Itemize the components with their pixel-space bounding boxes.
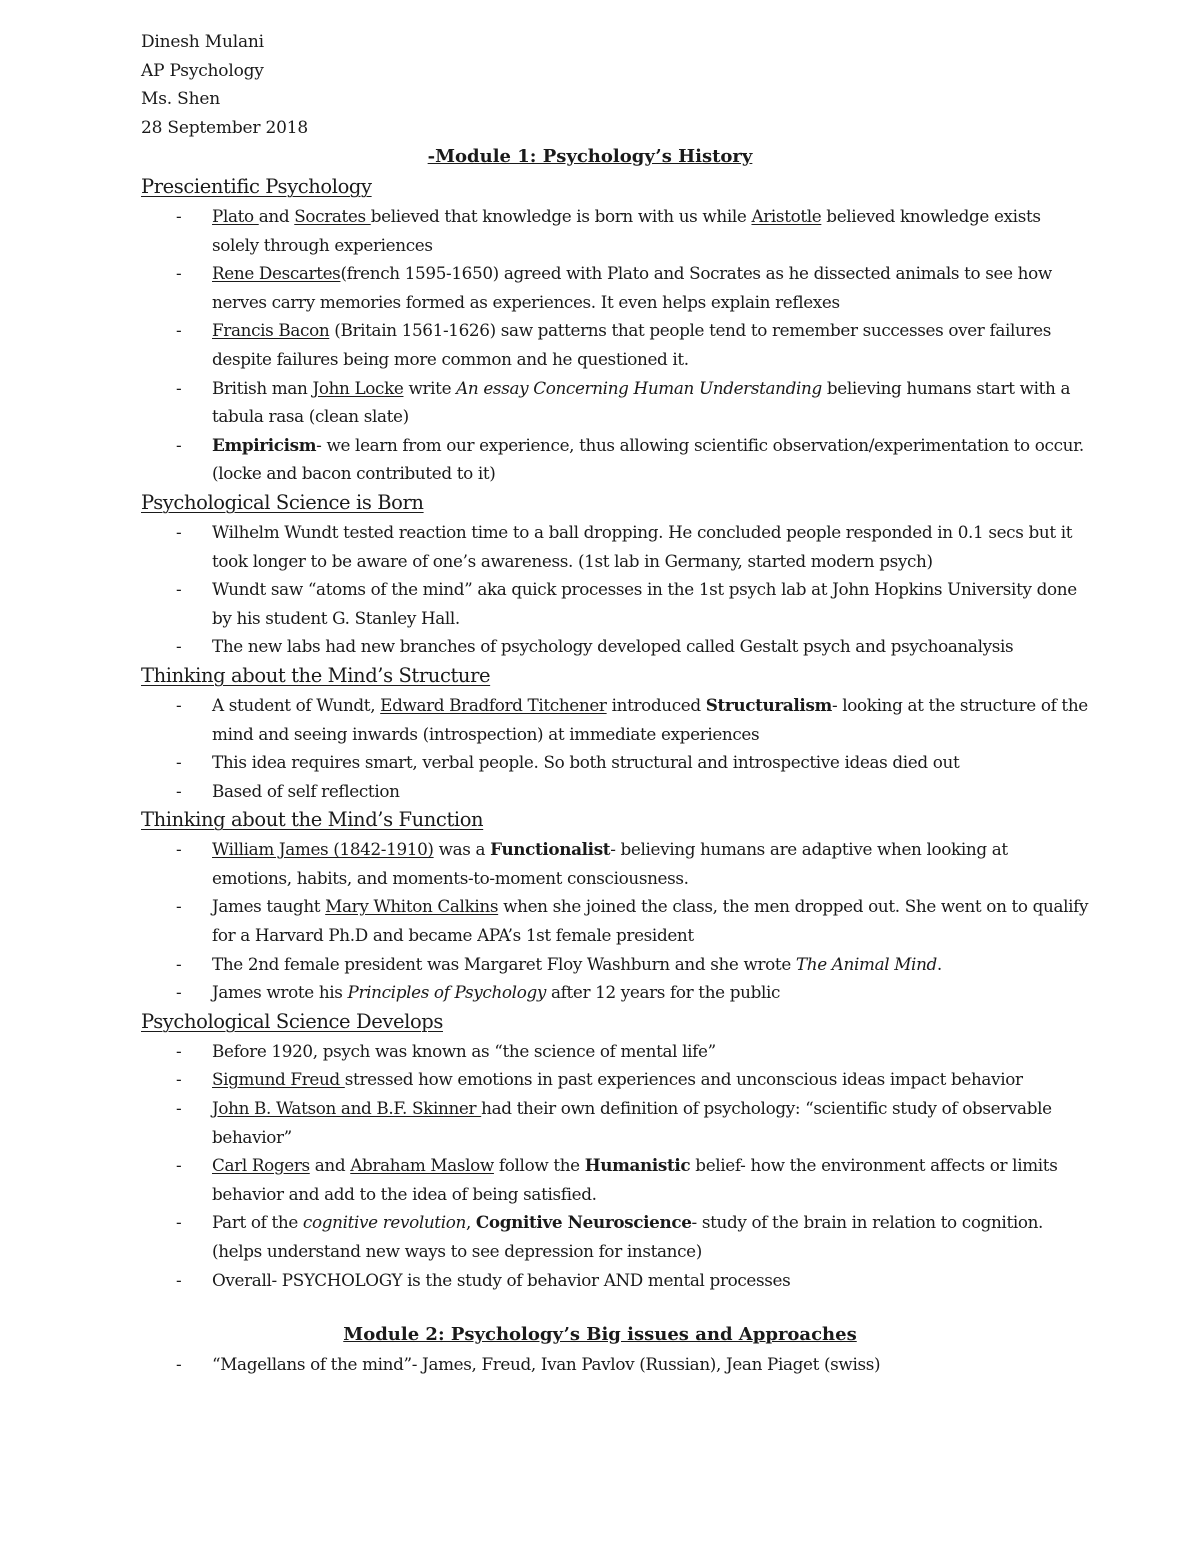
list-item: - Rene Descartes(french 1595-1650) agreed with Plato and Socrates as he dissected animals to see how nerves carry memories formed as experiences. It even helps explain reflexes bbox=[141, 259, 1092, 316]
list-item: - A student of Wundt, Edward Bradford Titchener introduced Structuralism- looking at the structure of the mind and seeing inwards (introspection) at immediate experiences bbox=[141, 691, 1092, 748]
module-2-title: Module 2: Psychology’s Big issues and Approaches bbox=[343, 1324, 857, 1346]
course-name: AP Psychology bbox=[141, 60, 264, 81]
list-item: - The new labs had new branches of psychology developed called Gestalt psych and psychoanalysis bbox=[141, 632, 1092, 661]
section-heading-prescientific: Prescientific Psychology bbox=[141, 175, 372, 198]
list-item: - Plato and Socrates believed that knowledge is born with us while Aristotle believed knowledge exists solely through experiences bbox=[141, 202, 1092, 259]
list-item: - Part of the cognitive revolution, Cognitive Neuroscience- study of the brain in relation to cognition. (helps understand new ways to see depression for instance) bbox=[141, 1208, 1092, 1265]
list-item: - Francis Bacon (Britain 1561-1626) saw patterns that people tend to remember successes over failures despite failures being more common and he questioned it. bbox=[141, 316, 1092, 373]
module-1-title: -Module 1: Psychology’s History bbox=[427, 146, 753, 167]
list-item: - Wilhelm Wundt tested reaction time to a ball dropping. He concluded people responded in 0.1 secs but it took longer to be aware of one’s awareness. (1st lab in Germany, started modern psych) bbox=[141, 518, 1092, 575]
list-item: - British man John Locke write An essay Concerning Human Understanding believing humans start with a tabula rasa (clean slate) bbox=[141, 374, 1092, 431]
list-item: - The 2nd female president was Margaret Floy Washburn and she wrote The Animal Mind. bbox=[141, 950, 1092, 979]
list-item: - Based of self reflection bbox=[141, 777, 1092, 806]
list-item: - “Magellans of the mind”- James, Freud, Ivan Pavlov (Russian), Jean Piaget (swiss) bbox=[141, 1350, 1092, 1379]
list-item: - Carl Rogers and Abraham Maslow follow the Humanistic belief- how the environment affects or limits behavior and add to the idea of being satisfied. bbox=[141, 1151, 1092, 1208]
list-item: - Before 1920, psych was known as “the science of mental life” bbox=[141, 1037, 1092, 1066]
list-item: - James taught Mary Whiton Calkins when she joined the class, the men dropped out. She went on to qualify for a Harvard Ph.D and became APA’s 1st female president bbox=[141, 892, 1092, 949]
list-item: - This idea requires smart, verbal people. So both structural and introspective ideas died out bbox=[141, 748, 1092, 777]
list-item: - Empiricism- we learn from our experience, thus allowing scientific observation/experimentation to occur. (locke and bacon contributed to it) bbox=[141, 431, 1092, 488]
section-list-science-born bbox=[141, 518, 1200, 661]
list-item: - Sigmund Freud stressed how emotions in past experiences and unconscious ideas impact behavior bbox=[141, 1065, 1092, 1094]
section-list-mind-function bbox=[141, 835, 1200, 1007]
section-list-mind-structure bbox=[141, 691, 1200, 805]
list-item: - John B. Watson and B.F. Skinner had their own definition of psychology: “scientific study of observable behavior” bbox=[141, 1094, 1092, 1151]
section-list-science-develops bbox=[141, 1037, 1200, 1294]
section-heading-science-develops: Psychological Science Develops bbox=[141, 1009, 443, 1033]
list-item: - Overall- PSYCHOLOGY is the study of behavior AND mental processes bbox=[141, 1266, 1092, 1295]
section-heading-science-born: Psychological Science is Born bbox=[141, 490, 424, 514]
student-name: Dinesh Mulani bbox=[141, 32, 264, 52]
teacher-name: Ms. Shen bbox=[141, 89, 220, 109]
list-item: - Wundt saw “atoms of the mind” aka quick processes in the 1st psych lab at John Hopkins University done by his student G. Stanley Hall. bbox=[141, 575, 1092, 632]
section-list-prescientific bbox=[141, 202, 1200, 488]
section-heading-mind-function: Thinking about the Mind’s Function bbox=[141, 808, 484, 832]
module-2-list bbox=[141, 1350, 1200, 1379]
document-date: 28 September 2018 bbox=[141, 117, 308, 138]
list-item: - William James (1842-1910) was a Functionalist- believing humans are adaptive when looking at emotions, habits, and moments-to-moment consciousness. bbox=[141, 835, 1092, 892]
list-item: - James wrote his Principles of Psychology after 12 years for the public bbox=[141, 978, 1092, 1007]
section-heading-mind-structure: Thinking about the Mind’s Structure bbox=[141, 663, 491, 687]
